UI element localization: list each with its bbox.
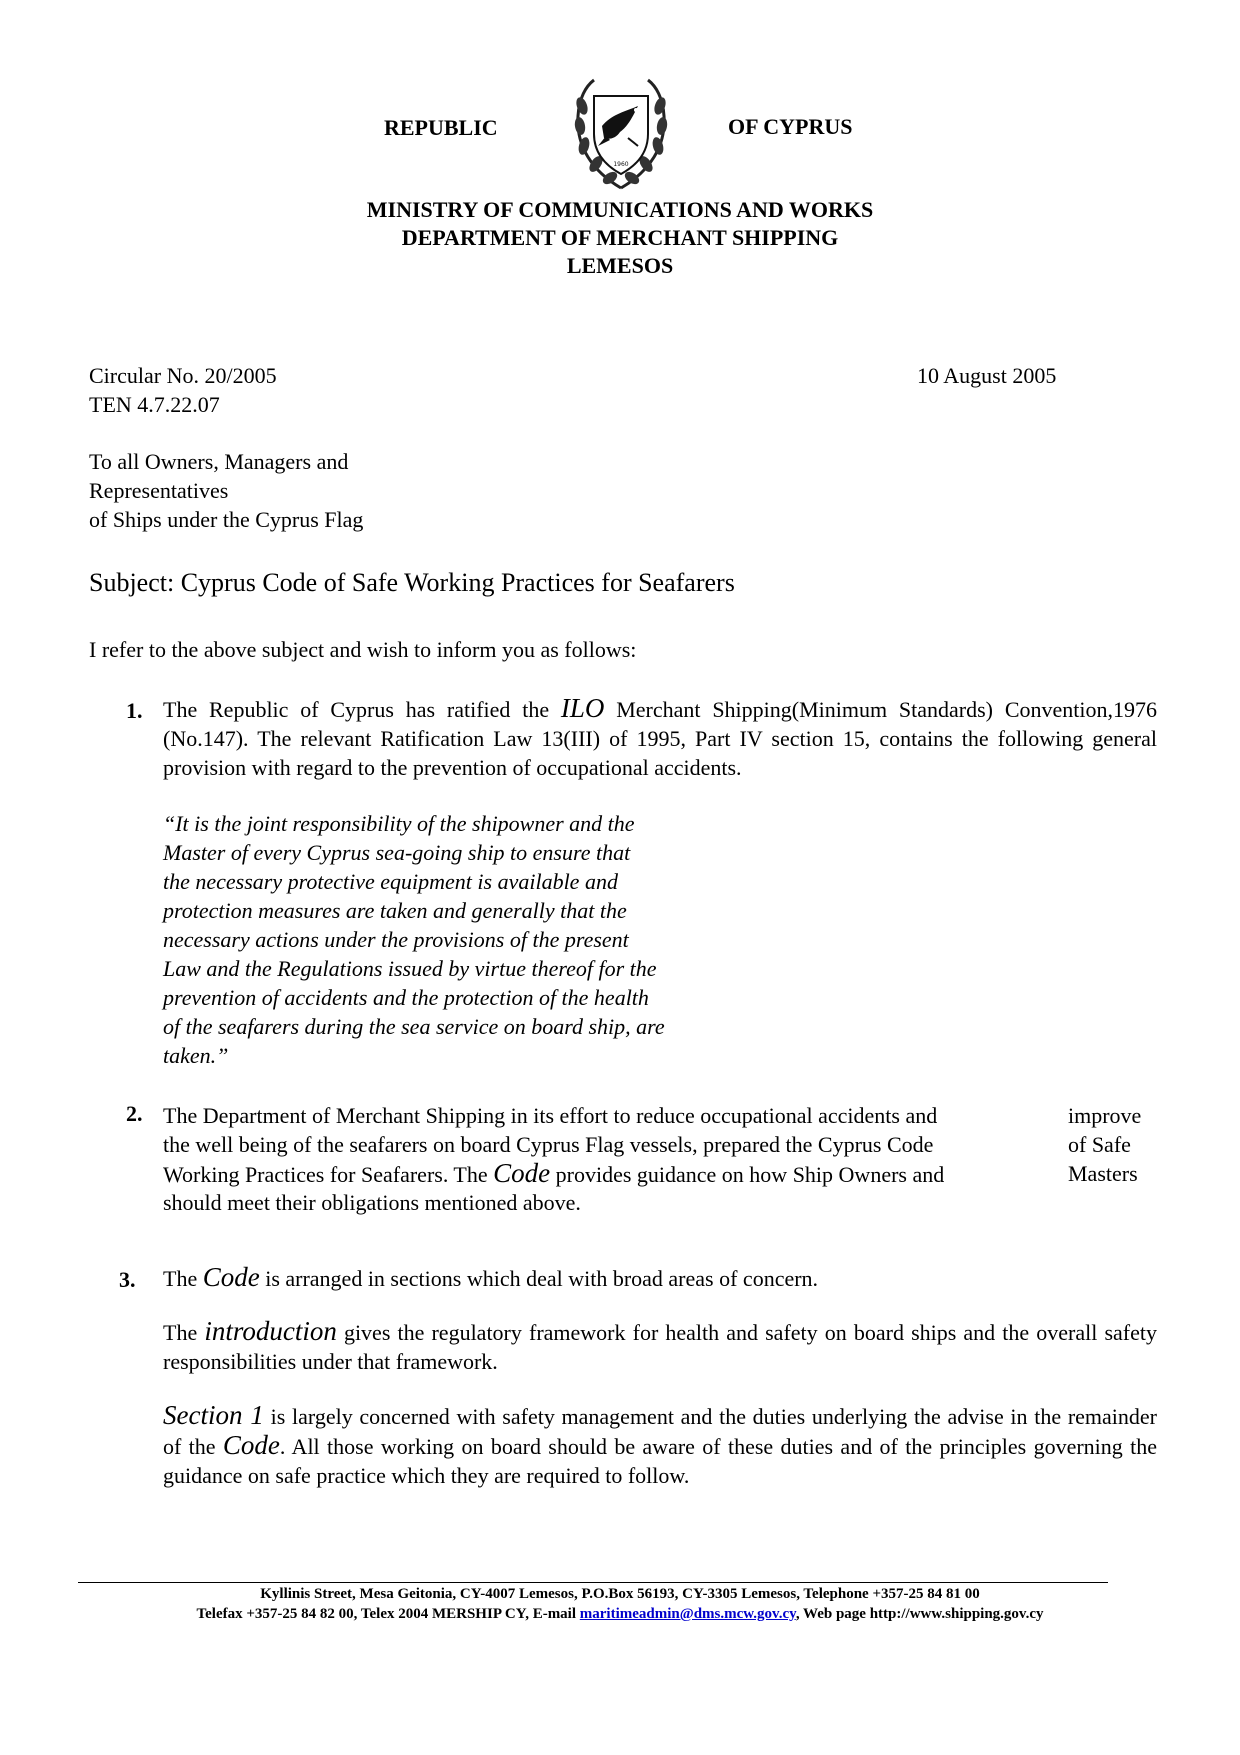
item-2-line-right: of Safe	[1068, 1132, 1131, 1157]
section-1-paragraph	[163, 1401, 1157, 1490]
intro-para-text: The	[163, 1320, 205, 1345]
item-number-3: 3.	[119, 1267, 136, 1292]
addressee-line: of Ships under the Cyprus Flag	[89, 507, 364, 532]
addressee-line: To all Owners, Managers and	[89, 449, 349, 474]
intro-sentence: I refer to the above subject and wish to inform you as follows:	[89, 637, 637, 662]
addressee-line: Representatives	[89, 478, 229, 503]
item-3-text: The	[163, 1266, 203, 1291]
item-1-text: The Republic of Cyprus has ratified the	[163, 697, 561, 722]
quote-line: necessary actions under the provisions of the present	[163, 927, 629, 952]
subject-line: Subject: Cyprus Code of Safe Working Practices for Seafarers	[89, 568, 735, 597]
item-2-line-right: improve	[1068, 1103, 1142, 1128]
quote-line: protection measures are taken and generally that the	[163, 898, 627, 923]
introduction-emphasis: introduction	[204, 1316, 337, 1346]
intro-para-text-cont: gives the regulatory framework for health and safety on board ships and the overall safety responsibilities under that framework.	[163, 1320, 1158, 1374]
email-link[interactable]: maritimeadmin@dms.mcw.gov.cy	[579, 1606, 796, 1622]
quote-line: of the seafarers during the sea service on board ship, are	[163, 1014, 665, 1039]
item-2-line: the well being of the seafarers on board Cyprus Flag vessels, prepared the Cyprus Code	[163, 1132, 934, 1157]
ministry-block	[0, 196, 1240, 280]
footer-telefax: Telefax +357-25 84 82 00, Telex 2004 MERSHIP CY, E-mail	[196, 1606, 580, 1622]
footer-webpage: , Web page http://www.shipping.gov.cy	[795, 1606, 1044, 1622]
item-2-line: The Department of Merchant Shipping in its effort to reduce occupational accidents and	[163, 1103, 938, 1128]
quote-line: “It is the joint responsibility of the shipowner and the	[163, 811, 635, 836]
footer-address: Kyllinis Street, Mesa Geitonia, CY-4007 Lemesos, P.O.Box 56193, CY-3305 Lemesos, Telephone +357-25 84 81 00	[260, 1586, 980, 1602]
svg-text:1960: 1960	[613, 161, 629, 168]
of-cyprus-heading: OF CYPRUS	[728, 114, 853, 139]
item-number-2: 2.	[126, 1101, 143, 1126]
quote-line: taken.”	[163, 1043, 229, 1068]
item-1-text-cont: Merchant Shipping(Minimum Standards) Convention,1976 (No.147). The relevant Ratification Law 13(III) of 1995, Part IV section 15, contains the following general provision with regard to the prevention of occupational accidents.	[163, 697, 1157, 780]
item-number-1: 1.	[126, 698, 143, 723]
section-para-text: is largely concerned with safety management and the duties underlying the advise in the remainder of the	[163, 1404, 1157, 1459]
republic-heading: REPUBLIC	[384, 115, 498, 140]
addressee-block	[89, 447, 363, 534]
quote-line: Law and the Regulations issued by virtue thereof for the	[163, 956, 657, 981]
ministry-line: MINISTRY OF COMMUNICATIONS AND WORKS	[366, 197, 874, 222]
item-3-text-cont: is arranged in sections which deal with broad areas of concern.	[259, 1266, 819, 1291]
code-emphasis: Code	[493, 1158, 551, 1188]
section-para-text-cont: . All those working on board should be aware of these duties and of the principles governing the guidance on safe practice which they are required to follow.	[163, 1434, 1158, 1488]
quote-line: Master of every Cyprus sea-going ship to ensure that	[163, 840, 631, 865]
city-line: LEMESOS	[566, 253, 674, 278]
coat-of-arms-icon	[572, 76, 670, 192]
law-quote	[163, 809, 763, 1070]
section-1-emphasis: Section 1	[163, 1400, 264, 1430]
footer-divider	[78, 1582, 1108, 1583]
item-2-line-right: Masters	[1068, 1161, 1138, 1186]
code-emphasis: Code	[222, 1430, 280, 1460]
quote-line: prevention of accidents and the protection of the health	[163, 985, 649, 1010]
circular-date: 10 August 2005	[917, 363, 1057, 388]
ten-reference: TEN 4.7.22.07	[89, 392, 220, 417]
item-1-paragraph	[163, 694, 1157, 782]
quote-line: the necessary protective equipment is available and	[163, 869, 618, 894]
code-emphasis: Code	[202, 1262, 260, 1292]
circular-number: Circular No. 20/2005	[89, 363, 277, 388]
item-2-paragraph	[163, 1101, 1163, 1217]
item-2-line: Working Practices for Seafarers. The	[163, 1162, 494, 1187]
item-2-line: should meet their obligations mentioned above.	[163, 1190, 581, 1215]
department-line: DEPARTMENT OF MERCHANT SHIPPING	[401, 225, 839, 250]
ilo-emphasis: ILO	[560, 693, 605, 723]
item-2-line-cont: provides guidance on how Ship Owners and	[550, 1162, 945, 1187]
item-3-lead	[163, 1263, 818, 1293]
footer-contacts	[0, 1604, 1240, 1624]
introduction-paragraph	[163, 1317, 1157, 1376]
